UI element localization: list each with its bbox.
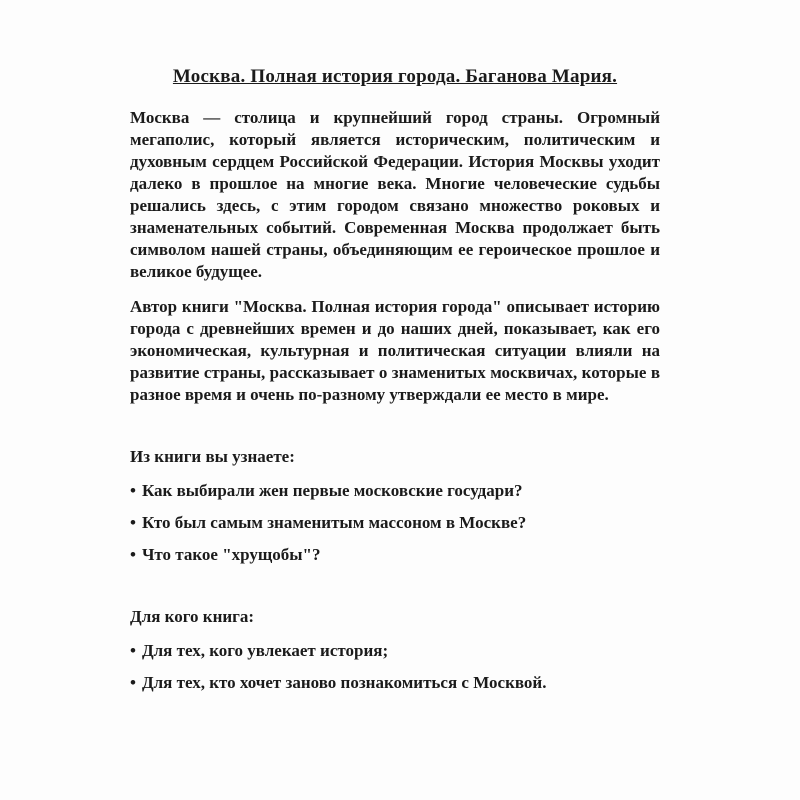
bullet-icon: • [130, 545, 136, 564]
section-heading-from-book: Из книги вы узнаете: [130, 447, 295, 466]
list-item [130, 640, 660, 662]
list-item-text: Что такое "хрущобы"? [141, 545, 321, 564]
intro-paragraph: Москва — столица и крупнейший город страны. Огромный мегаполис, который является историческим, политическим и духовным сердцем Российской Федерации. История Москвы уходит далеко в прошлое на многие века. Многие человеческие судьбы решались здесь, с этим городом связано множество роковых и знаменательных событий. Современная Москва продолжает быть символом нашей страны, объединяющим ее героическое прошлое и великое будущее. [130, 108, 660, 281]
page-title: Москва. Полная история города. Баганова Мария. [172, 66, 618, 87]
for-whom-list [130, 640, 660, 694]
list-item [130, 544, 660, 566]
list-item-text: Для тех, кто хочет заново познакомиться с Москвой. [141, 673, 547, 692]
section-heading-for-whom: Для кого книга: [130, 607, 255, 626]
list-item-text: Кто был самым знаменитым массоном в Москве? [141, 513, 527, 532]
from-book-list [130, 480, 660, 566]
bullet-icon: • [130, 673, 136, 692]
list-item [130, 672, 660, 694]
list-item-text: Как выбирали жен первые московские государи? [141, 481, 523, 500]
list-item-text: Для тех, кого увлекает история; [141, 641, 389, 660]
author-paragraph: Автор книги "Москва. Полная история города" описывает историю города с древнейших времен и до наших дней, показывает, как его экономическая, культурная и политическая ситуации влияли на развитие страны, рассказывает о знаменитых москвичах, которые в разное время и очень по-разному утверждали ее место в мире. [130, 297, 660, 404]
bullet-icon: • [130, 641, 136, 660]
list-item [130, 512, 660, 534]
section-for-whom [130, 606, 660, 694]
list-item [130, 480, 660, 502]
bullet-icon: • [130, 481, 136, 500]
bullet-icon: • [130, 513, 136, 532]
section-from-book [130, 446, 660, 566]
